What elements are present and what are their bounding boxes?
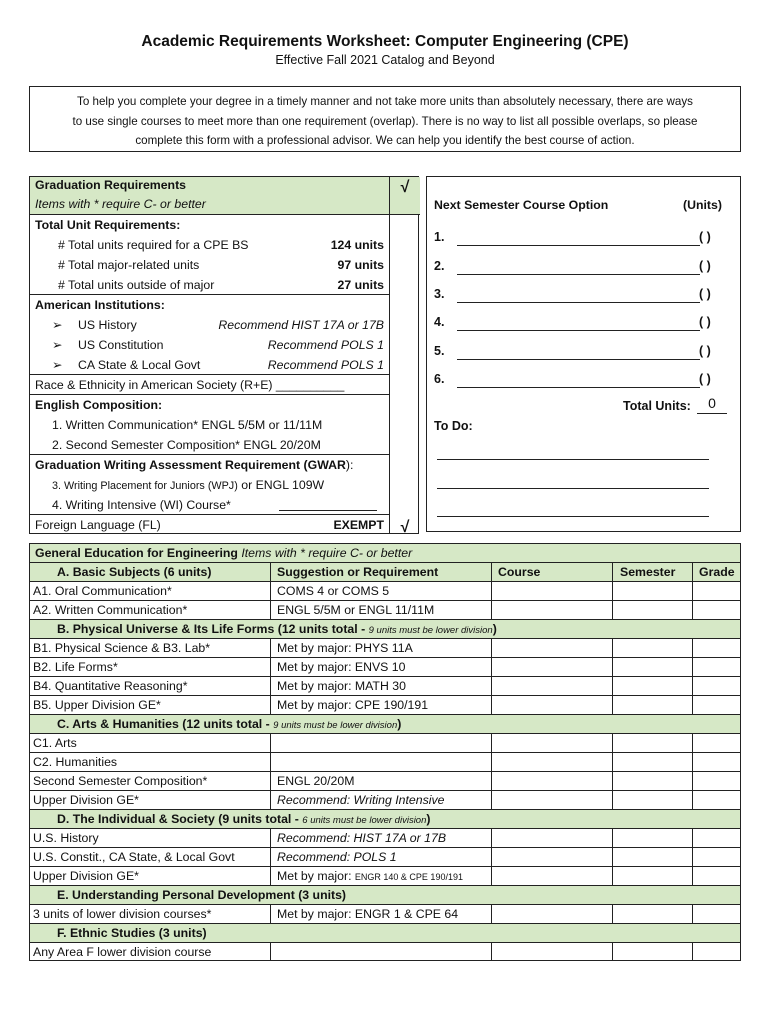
wi-row — [30, 495, 390, 515]
table-row — [30, 658, 740, 677]
table-row — [30, 867, 740, 886]
english-row: 2. Second Semester Composition* ENGL 20/20M — [52, 438, 321, 452]
table-row — [30, 791, 740, 810]
gwar-abbrev: GWAR — [307, 458, 346, 472]
requirement-name: A1. Oral Communication* — [33, 584, 172, 598]
table-row — [30, 943, 740, 962]
unit-value: 124 units — [330, 238, 384, 252]
requirement-suggestion — [274, 734, 277, 752]
requirement-suggestion: Met by major: CPE 190/191 — [277, 698, 429, 712]
american-institutions-label: American Institutions: — [30, 294, 390, 314]
ai-recommendation: Recommend POLS 1 — [267, 358, 384, 372]
requirement-suggestion-courses: ENGR 140 & CPE 190/191 — [354, 872, 463, 882]
units-header: (Units) — [683, 198, 722, 212]
area-d-heading: D. The Individual & Society (9 units total - — [57, 812, 303, 826]
check-column-header: √ — [390, 177, 420, 215]
area-b-close: ) — [492, 622, 497, 636]
course-option-number: 3. — [434, 287, 445, 301]
course-option-line[interactable] — [457, 359, 700, 360]
bullet-arrow-icon: ➢ — [52, 318, 63, 332]
grade-column-header: Grade — [699, 565, 735, 579]
ai-row — [30, 315, 390, 335]
ai-row — [30, 355, 390, 375]
area-f-heading: F. Ethnic Studies (3 units) — [57, 926, 207, 940]
requirement-name: U.S. Constit., CA State, & Local Govt — [33, 850, 235, 864]
foreign-language-row — [30, 514, 390, 534]
area-d-heading-row — [30, 810, 740, 829]
ai-recommendation: Recommend HIST 17A or 17B — [218, 318, 384, 332]
requirement-name: Second Semester Composition* — [33, 774, 208, 788]
ge-header-row — [30, 544, 740, 563]
area-a-heading: A. Basic Subjects (6 units) — [57, 565, 212, 579]
ai-recommendation: Recommend POLS 1 — [267, 338, 384, 352]
intro-box — [29, 86, 741, 152]
requirement-name: A2. Written Communication* — [33, 603, 188, 617]
unit-label: # Total units outside of major — [58, 278, 215, 292]
ai-label: CA State & Local Govt — [78, 358, 201, 372]
intro-line: to use single courses to meet more than one requirement (overlap). There is no way to list all possible overlaps, so please — [72, 115, 698, 128]
table-row — [30, 582, 740, 601]
page-subtitle: Effective Fall 2021 Catalog and Beyond — [275, 53, 495, 67]
semester-column-header: Semester — [620, 565, 676, 579]
bullet-arrow-icon: ➢ — [52, 338, 63, 352]
unit-row — [30, 235, 390, 255]
units-paren: ( ) — [699, 344, 711, 358]
table-row — [30, 734, 740, 753]
course-option-number: 6. — [434, 372, 445, 386]
course-column-header: Course — [498, 565, 541, 579]
course-option-line[interactable] — [457, 302, 700, 303]
table-row — [30, 829, 740, 848]
intro-line: To help you complete your degree in a timely manner and not take more units than absolutely necessary, there are ways — [77, 95, 693, 108]
wpj-label: 3. Writing Placement for Juniors (WPJ) — [52, 480, 238, 492]
requirement-name: C2. Humanities — [33, 755, 118, 769]
todo-label: To Do: — [434, 419, 473, 433]
unit-label: # Total major-related units — [58, 258, 200, 272]
wi-label: 4. Writing Intensive (WI) Course* — [52, 498, 231, 512]
requirement-suggestion: Recommend: POLS 1 — [277, 850, 397, 864]
graduation-subtitle: Items with * require C- or better — [35, 197, 206, 211]
requirement-name: U.S. History — [33, 831, 99, 845]
table-row — [30, 848, 740, 867]
units-paren: ( ) — [699, 372, 711, 386]
table-row — [30, 677, 740, 696]
requirement-name: C1. Arts — [33, 736, 77, 750]
unit-label: # Total units required for a CPE BS — [58, 238, 249, 252]
table-row — [30, 696, 740, 715]
ai-row — [30, 335, 390, 355]
area-d-note: 6 units must be lower division — [302, 815, 427, 826]
todo-line[interactable] — [437, 459, 709, 460]
bullet-arrow-icon: ➢ — [52, 358, 63, 372]
course-option-number: 1. — [434, 230, 445, 244]
requirement-suggestion: Met by major: MATH 30 — [277, 679, 406, 693]
area-f-heading-row — [30, 924, 740, 943]
area-b-heading: B. Physical Universe & Its Life Forms (12 units total - — [57, 622, 369, 636]
next-semester-panel — [426, 176, 741, 532]
requirement-suggestion: ENGL 20/20M — [277, 774, 355, 788]
unit-row — [30, 275, 390, 295]
ai-label: US Constitution — [78, 338, 164, 352]
english-row: 1. Written Communication* ENGL 5/5M or 11/11M — [52, 418, 323, 432]
requirement-suggestion: Recommend: Writing Intensive — [277, 793, 445, 807]
requirement-name: B4. Quantitative Reasoning* — [33, 679, 188, 693]
requirement-suggestion: Met by major: PHYS 11A — [277, 641, 413, 655]
area-e-heading: E. Understanding Personal Development (3 units) — [57, 888, 347, 902]
todo-line[interactable] — [437, 488, 709, 489]
table-row — [30, 753, 740, 772]
wpj-row — [30, 475, 390, 495]
ge-table — [29, 543, 741, 961]
gwar-label — [30, 454, 390, 474]
ge-header-note: Items with * require C- or better — [237, 546, 413, 560]
gwar-end: ): — [345, 458, 354, 472]
suggestion-column-header: Suggestion or Requirement — [277, 565, 439, 579]
total-units-label: Total Unit Requirements: — [35, 218, 181, 232]
next-semester-title: Next Semester Course Option — [434, 198, 609, 212]
area-c-heading-row — [30, 715, 740, 734]
course-option-line[interactable] — [457, 387, 700, 388]
requirement-suggestion — [274, 943, 277, 961]
requirement-suggestion: Met by major: ENGR 1 & CPE 64 — [277, 907, 459, 921]
course-option-line[interactable] — [457, 274, 700, 275]
units-paren: ( ) — [699, 315, 711, 329]
fl-label: Foreign Language (FL) — [35, 518, 161, 532]
units-paren: ( ) — [699, 259, 711, 273]
page-title: Academic Requirements Worksheet: Computer Engineering (CPE) — [141, 33, 629, 50]
wpj-alt: or ENGL 109W — [237, 478, 325, 492]
area-c-heading: C. Arts & Humanities (12 units total - — [57, 717, 274, 731]
course-option-number: 2. — [434, 259, 445, 273]
units-paren: ( ) — [699, 287, 711, 301]
requirement-suggestion: Recommend: HIST 17A or 17B — [277, 831, 447, 845]
intro-line: complete this form with a professional advisor. We can help you identify the best course of action. — [135, 134, 635, 147]
total-units-label: Total Units: — [623, 399, 691, 413]
requirement-suggestion — [274, 753, 277, 771]
requirement-suggestion: COMS 4 or COMS 5 — [277, 584, 390, 598]
area-c-note: 9 units must be lower division — [273, 720, 398, 731]
unit-row — [30, 255, 390, 275]
fl-value: EXEMPT — [333, 518, 384, 532]
requirement-name: B2. Life Forms* — [33, 660, 118, 674]
race-ethnicity-row: Race & Ethnicity in American Society (R+E) __________ — [30, 374, 390, 394]
wi-blank[interactable] — [279, 510, 377, 511]
gwar-label-text: Graduation Writing Assessment Requirement ( — [35, 458, 308, 472]
course-option-line[interactable] — [457, 245, 700, 246]
table-row — [30, 772, 740, 791]
graduation-requirements-box — [29, 176, 419, 534]
requirement-suggestion: ENGL 5/5M or ENGL 11/11M — [277, 603, 435, 617]
area-d-close: ) — [426, 812, 431, 826]
course-option-number: 4. — [434, 315, 445, 329]
requirement-name: Any Area F lower division course — [33, 945, 212, 959]
ge-header-title: General Education for Engineering — [35, 546, 238, 560]
ge-column-header-row — [30, 563, 740, 582]
table-row — [30, 601, 740, 620]
fl-check-mark: √ — [400, 519, 410, 536]
area-e-heading-row — [30, 886, 740, 905]
units-paren: ( ) — [699, 230, 711, 244]
total-units-value[interactable]: 0 — [697, 395, 727, 414]
requirement-name: B1. Physical Science & B3. Lab* — [33, 641, 211, 655]
requirement-suggestion — [274, 867, 463, 885]
course-option-number: 5. — [434, 344, 445, 358]
ai-label: US History — [78, 318, 137, 332]
graduation-title: Graduation Requirements — [35, 178, 187, 192]
area-b-heading-row — [30, 620, 740, 639]
graduation-header — [30, 177, 390, 215]
requirement-name: 3 units of lower division courses* — [33, 907, 212, 921]
english-composition-label: English Composition: — [30, 394, 390, 414]
table-row — [30, 639, 740, 658]
todo-line[interactable] — [437, 516, 709, 517]
requirement-suggestion-prefix: Met by major: — [277, 869, 355, 883]
requirement-name: B5. Upper Division GE* — [33, 698, 161, 712]
course-option-line[interactable] — [457, 330, 700, 331]
unit-value: 27 units — [337, 278, 384, 292]
requirement-suggestion: Met by major: ENVS 10 — [277, 660, 406, 674]
table-row — [30, 905, 740, 924]
area-b-note: 9 units must be lower division — [368, 625, 493, 636]
requirement-name: Upper Division GE* — [33, 869, 139, 883]
requirement-name: Upper Division GE* — [33, 793, 139, 807]
area-c-close: ) — [397, 717, 402, 731]
unit-value: 97 units — [337, 258, 384, 272]
